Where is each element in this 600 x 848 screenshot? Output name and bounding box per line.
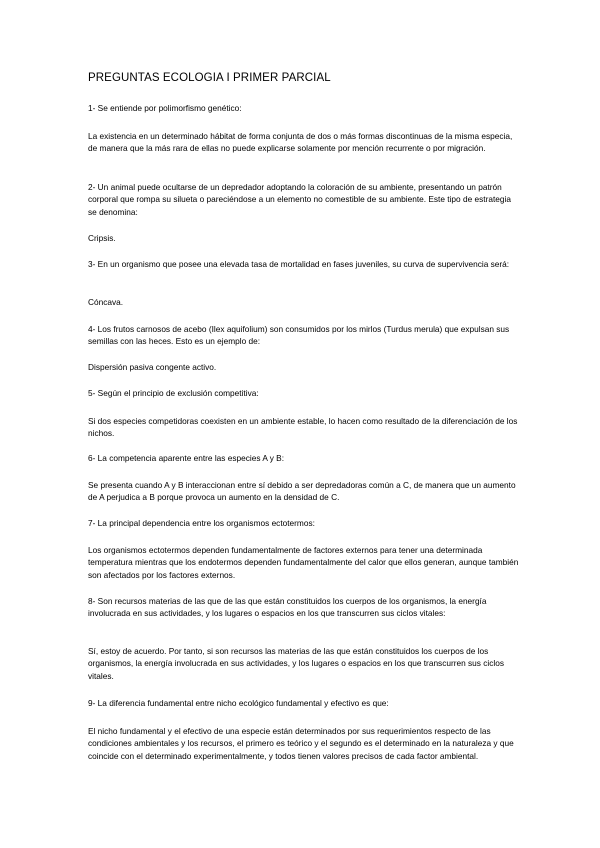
answer-7: Los organismos ectotermos dependen fundamentalmente de factores externos para tener una determinada temperatura mientras que los endotermos dependen fundamentalmente del calor que ellos generan, aunque también son afectados por los factores externos.: [88, 545, 519, 580]
question-7: 7- La principal dependencia entre los organismos ectotermos:: [88, 518, 315, 528]
question-9: 9- La diferencia fundamental entre nicho ecológico fundamental y efectivo es que:: [88, 698, 389, 708]
answer-8: Sí, estoy de acuerdo. Por tanto, si son recursos las materias de las que están constituidos los cuerpos de los organismos, la energía involucrada en sus actividades, y los lugares o espacios en los que transcurren sus ciclos vitales.: [88, 646, 504, 681]
answer-6: Se presenta cuando A y B interaccionan entre sí debido a ser depredadoras común a C, de manera que un aumento de A perjudica a B porque provoca un aumento en la densidad de C.: [88, 480, 516, 503]
answer-5: Si dos especies competidoras coexisten en un ambiente estable, lo hacen como resultado de la diferenciación de los nichos.: [88, 416, 518, 439]
question-1: 1- Se entiende por polimorfismo genético:: [88, 103, 242, 113]
question-5: 5- Según el principio de exclusión competitiva:: [88, 388, 259, 398]
question-8: 8- Son recursos materias de las que de las que están constituidos los cuerpos de los organismos, la energía involucrada en sus actividades, y los lugares o espacios en los que transcurren sus ciclos vitales:: [88, 596, 487, 619]
question-3: 3- En un organismo que posee una elevada tasa de mortalidad en fases juveniles, su curva de supervivencia será:: [88, 259, 510, 269]
answer-1: La existencia en un determinado hábitat de forma conjunta de dos o más formas discontinuas de la misma especia, de manera que la más rara de ellas no puede explicarse solamente por mención recurrente o por migración.: [88, 131, 513, 154]
document-title: PREGUNTAS ECOLOGIA I PRIMER PARCIAL: [88, 72, 331, 84]
question-6: 6- La competencia aparente entre las especies A y B:: [88, 453, 285, 463]
answer-4: Dispersión pasiva congente activo.: [88, 362, 217, 372]
answer-3: Cóncava.: [88, 297, 124, 307]
answer-9: El nicho fundamental y el efectivo de una especie están determinados por sus requerimientos respecto de las condiciones ambientales y los recursos, el primero es teórico y el segundo es el determinado en la naturaleza y que coincide con el determinado experimentalmente, y todos tienen valores precisos de cada factor ambiental.: [88, 726, 514, 761]
answer-2: Cripsis.: [88, 233, 116, 243]
question-4: 4- Los frutos carnosos de acebo (Ilex aquifolium) son consumidos por los mirlos (Turdus merula) que expulsan sus semillas con las heces. Esto es un ejemplo de:: [88, 324, 510, 347]
question-2: 2- Un animal puede ocultarse de un depredador adoptando la coloración de su ambiente, presentando un patrón corporal que rompa su silueta o pareciéndose a un elemento no comestible de su ambiente. Este tipo de estrategia se denomina:: [88, 182, 511, 217]
